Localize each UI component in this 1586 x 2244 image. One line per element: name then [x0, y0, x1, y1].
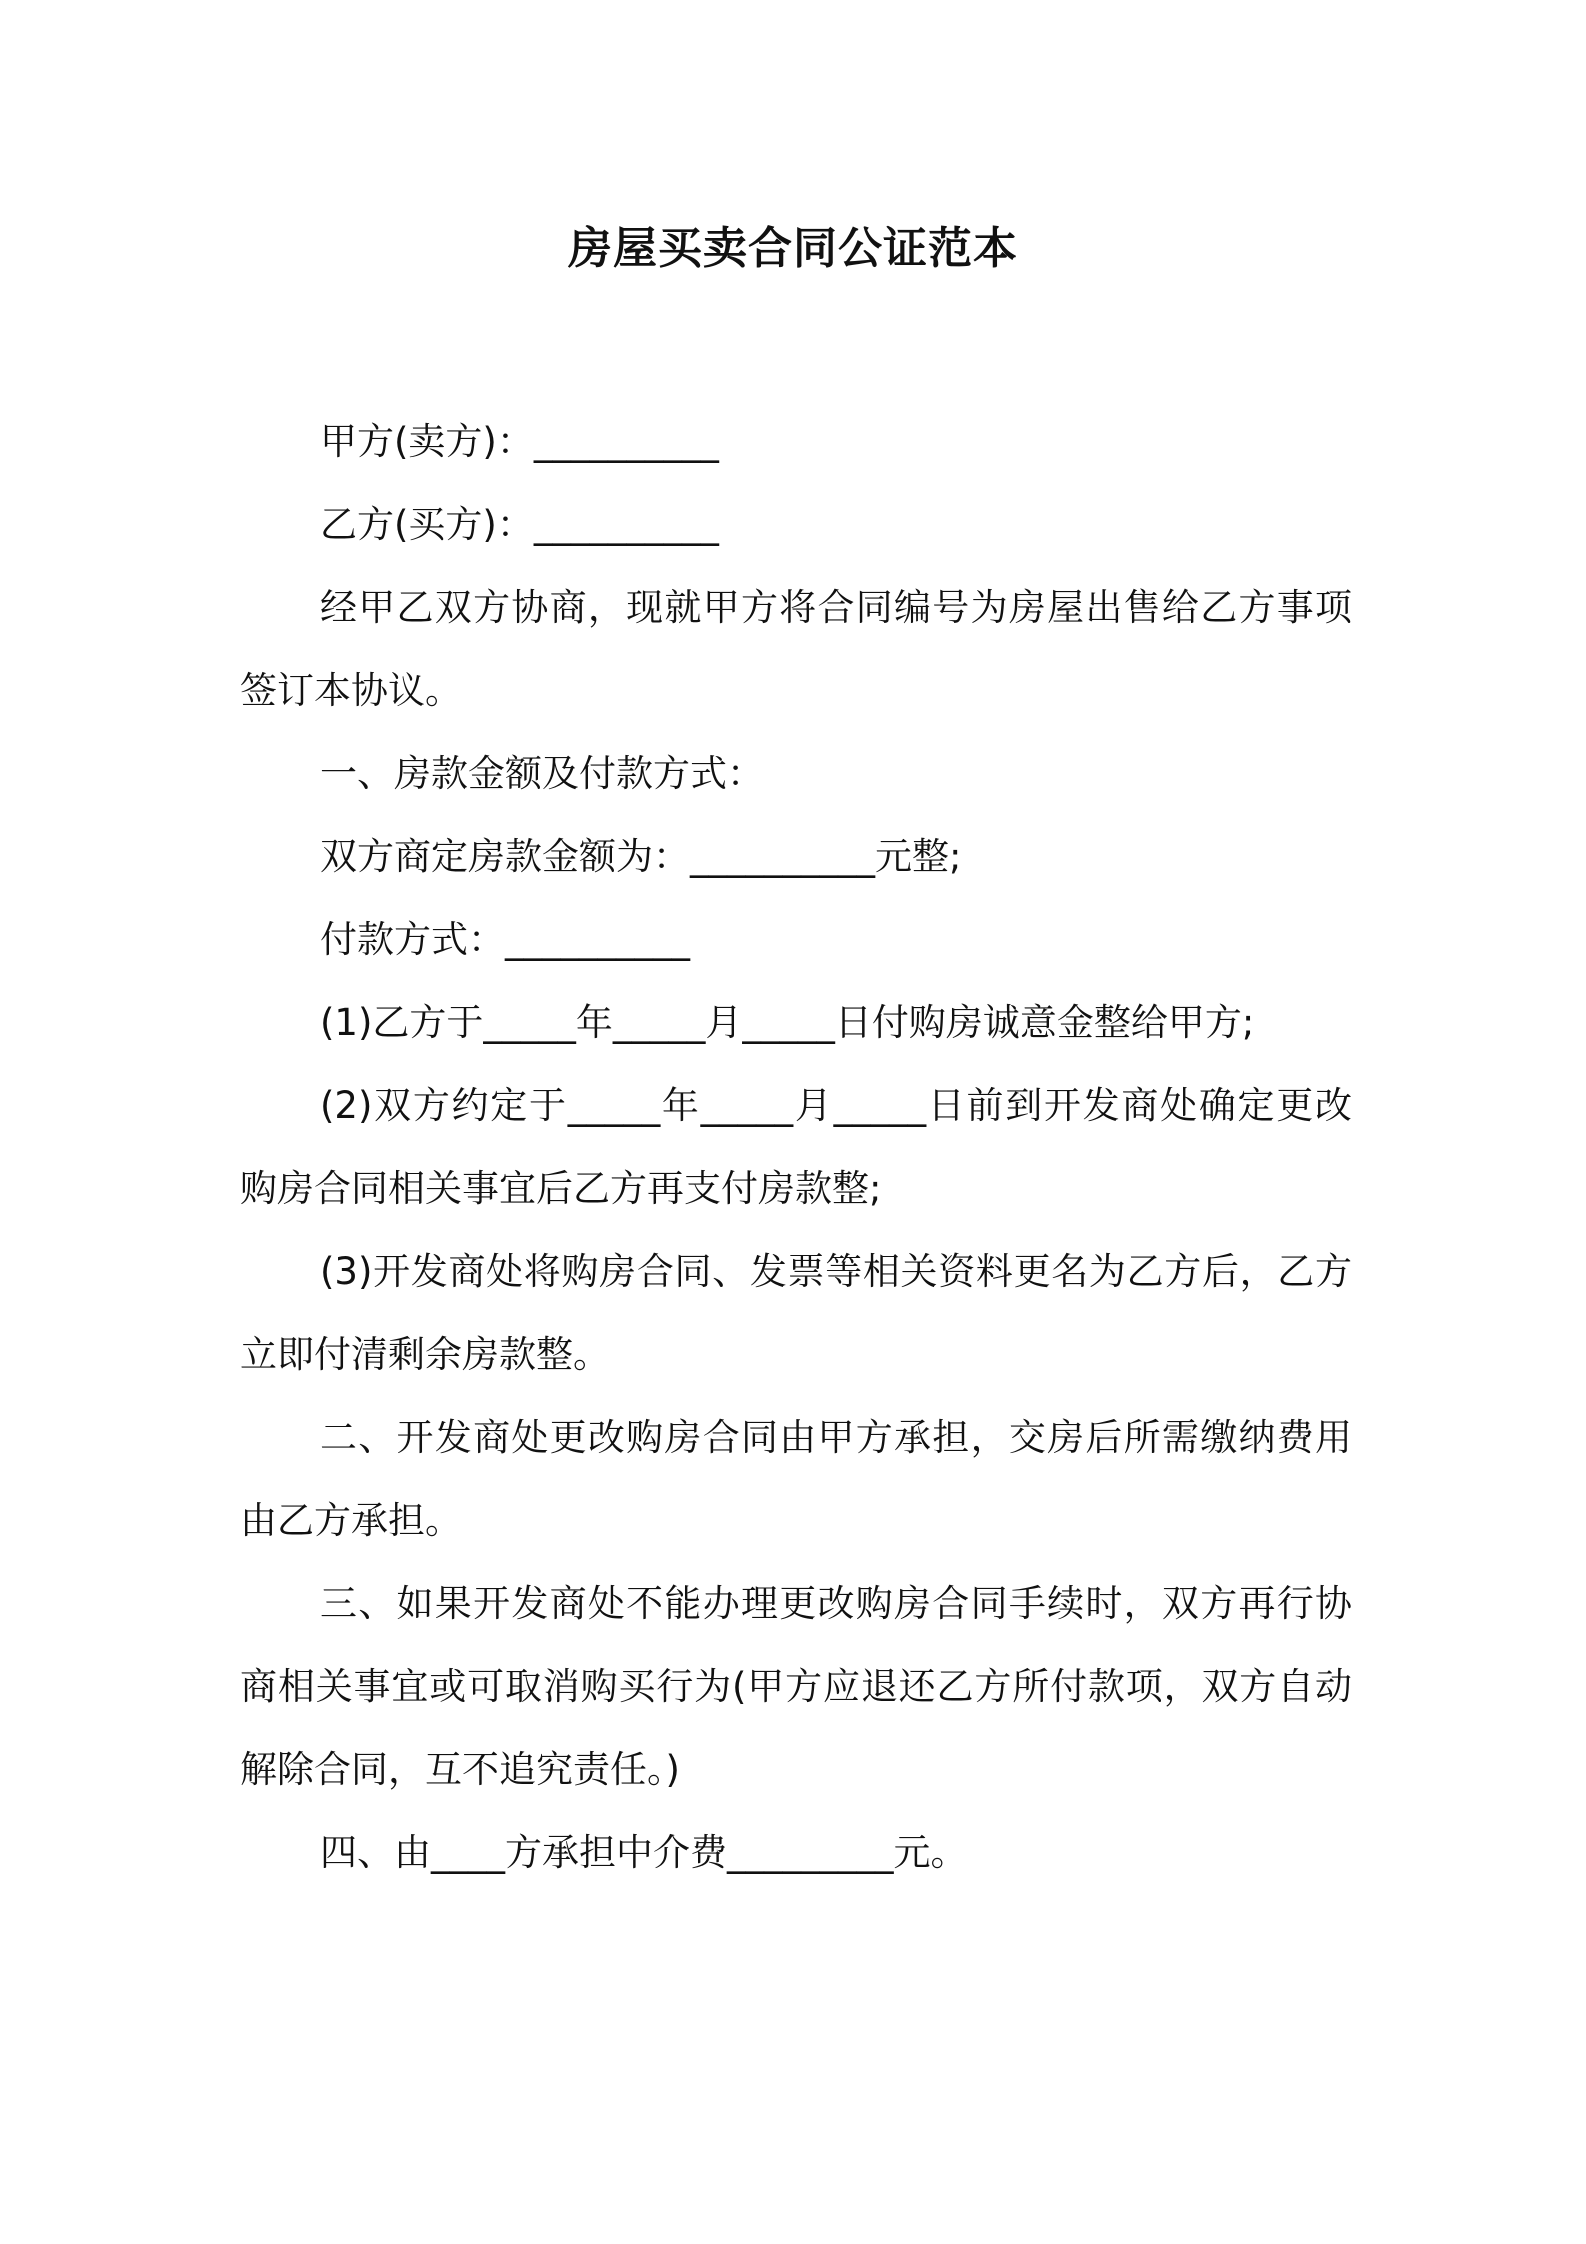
section-1-heading: 一、房款金额及付款方式： [320, 752, 764, 795]
payment-item-1: (1)乙方于_____年_____月_____日付购房诚意金整给甲方; [320, 1001, 1255, 1044]
section-2-paragraph: 二、开发商处更改购房合同由甲方承担，交房后所需缴纳费用由乙方承担。 [240, 1416, 1352, 1542]
document-title: 房屋买卖合同公证范本 [568, 223, 1018, 274]
payment-method-line: 付款方式：__________ [320, 918, 690, 961]
party-b-line: 乙方(买方)：__________ [320, 503, 719, 546]
intro-paragraph: 经甲乙双方协商，现就甲方将合同编号为房屋出售给乙方事项签订本协议。 [240, 586, 1352, 712]
document-body [240, 400, 1352, 1894]
price-line: 双方商定房款金额为：__________元整; [320, 835, 962, 878]
section-3-paragraph: 三、如果开发商处不能办理更改购房合同手续时，双方再行协商相关事宜或可取消购买行为(甲方应退还乙方所付款项，双方自动解除合同，互不追究责任。) [240, 1582, 1352, 1791]
party-a-line: 甲方(卖方)：__________ [320, 420, 719, 463]
section-4-paragraph: 四、由____方承担中介费_________元。 [320, 1831, 968, 1874]
payment-item-2: (2)双方约定于_____年_____月_____日前到开发商处确定更改购房合同相关事宜后乙方再支付房款整; [240, 1084, 1352, 1210]
payment-item-3: (3)开发商处将购房合同、发票等相关资料更名为乙方后，乙方立即付清剩余房款整。 [240, 1250, 1352, 1376]
